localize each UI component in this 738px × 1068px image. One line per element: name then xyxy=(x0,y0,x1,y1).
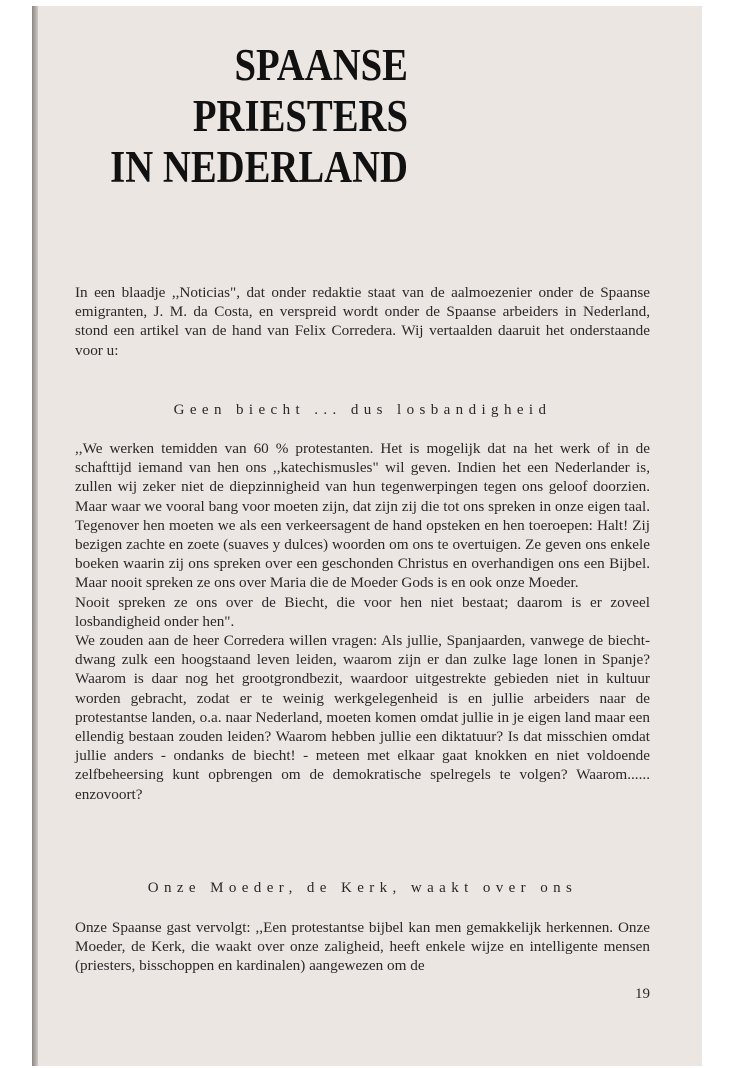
page-binding-edge xyxy=(32,6,38,1066)
section2-body xyxy=(75,918,650,976)
intro-paragraph-block xyxy=(75,283,650,360)
page-number: 19 xyxy=(635,986,650,1002)
intro-paragraph: In een blaadje ,,Noticias", dat onder redaktie staat van de aalmoezenier onder de Spaanse emigranten, J. M. da Costa, en verspreid wordt onder de Spaanse arbeiders in Nederland, stond een artikel van de hand van Felix Corredera. Wij vertaalden daaruit het onderstaande voor u: xyxy=(75,284,650,359)
section1-paragraph: Nooit spreken ze ons over de Biecht, die voor hen niet bestaat; daarom is er zoveel losbandigheid onder hen". xyxy=(75,593,650,630)
title-line-3: IN NEDERLAND xyxy=(110,142,409,192)
section-heading-onze-moeder: Onze Moeder, de Kerk, waakt over ons xyxy=(147,880,578,896)
section-heading-geen-biecht: Geen biecht ... dus losbandigheid xyxy=(173,402,552,418)
section1-paragraph: ,,We werken temidden van 60 % protestanten. Het is mogelijk dat na het werk of in de schafttijd iemand van hen ons ,,katechismusles" wil geven. Indien het een Nederlander is, zullen wij zeker niet de diepzinnigheid van hun tegenwerpingen tegen ons geloof doorzien. Maar waar we vooral bang voor moeten zijn, dat zijn zij die tot ons spreken in onze eigen taal. Tegenover hen moeten we als een verkeersagent de hand opsteken en hen toeroepen: Halt! Zij bezigen zachte en zoete (suaves y dulces) woorden om ons te overtuigen. Ze geven ons enkele boeken waarin zij ons spreken over een geschonden Christus en overhandigen ons een Bijbel. Maar nooit spreken ze ons over Maria die de Moeder Gods is en ook onze Moeder. xyxy=(75,440,650,592)
title-line-2: PRIESTERS xyxy=(192,91,408,141)
section1-body xyxy=(75,439,650,804)
section1-paragraph: We zouden aan de heer Corredera willen vragen: Als jullie, Spanjaarden, vanwege de biecht-dwang zulk een hoogstaand leven leiden, waarom zijn er dan zulke lage lonen in Spanje? Waarom is daar nog het grootgrondbezit, waardoor uitgestrekte gebieden niet in kultuur worden gebracht, zodat er te weinig werkgelegenheid is en jullie arbeiders naar de protestantse landen, o.a. naar Nederland, moeten komen omdat jullie in je eigen land maar een ellendig bestaan zouden leiden? Waarom hebben jullie een diktatuur? Is dat misschien omdat jullie anders - ondanks de biecht! - meteen met elkaar gaat knokken en niet voldoende zelfbeheersing kunt opbrengen om de demokratische spelregels te volgen? Waarom...... enzovoort? xyxy=(75,632,650,803)
title-line-1: SPAANSE xyxy=(234,40,408,90)
section2-paragraph: Onze Spaanse gast vervolgt: ,,Een protestantse bijbel kan men gemakkelijk herkennen. Onze Moeder, de Kerk, die waakt over onze zaligheid, heeft enkele wijze en intelligente mensen (priesters, bisschoppen en kardinalen) aangewezen om de xyxy=(75,919,650,975)
document-page xyxy=(32,6,702,1066)
article-title xyxy=(85,40,408,193)
